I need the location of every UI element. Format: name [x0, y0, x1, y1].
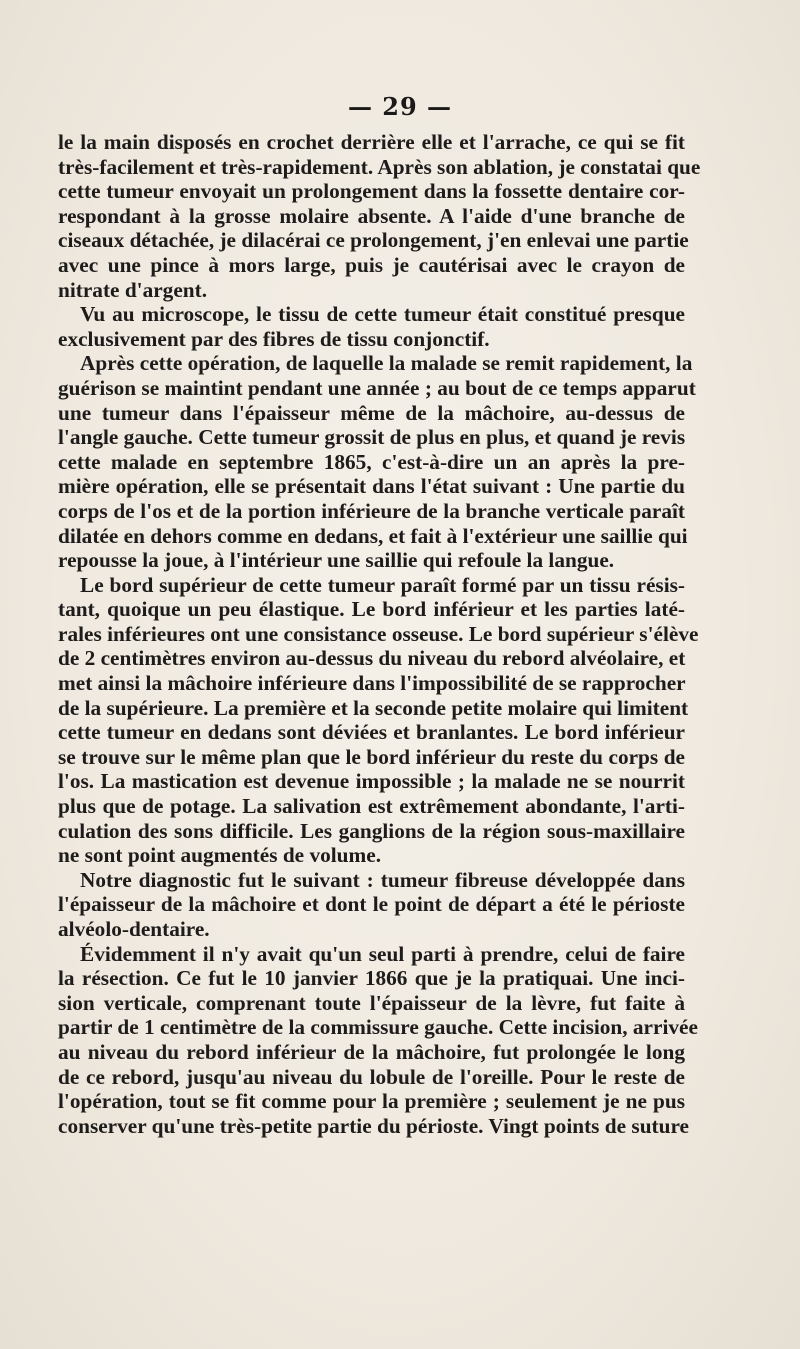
text-line: exclusivement par des fibres de tissu conjonctif.	[58, 326, 490, 351]
text-line: Le bord supérieur de cette tumeur paraît formé par un tissu résis-	[80, 572, 685, 597]
text-line: dilatée en dehors comme en dedans, et fait à l'extérieur une saillie qui	[58, 523, 688, 548]
text-line: mière opération, elle se présentait dans l'état suivant : Une partie du	[58, 474, 685, 499]
text-line: Évidemment il n'y avait qu'un seul parti à prendre, celui de faire	[80, 941, 685, 966]
text-line: nitrate d'argent.	[58, 277, 208, 302]
paragraph	[58, 868, 685, 942]
text-line: le la main disposés en crochet derrière elle et l'arrache, ce qui se fit	[58, 130, 685, 154]
text-line: de ce rebord, jusqu'au niveau du lobule de l'oreille. Pour le reste de	[58, 1064, 685, 1089]
paragraph	[58, 130, 701, 302]
text-line: plus que de potage. La salivation est extrêmement abondante, l'arti-	[58, 794, 685, 819]
paragraph	[58, 351, 696, 573]
paragraph	[58, 572, 699, 868]
text-line: conserver qu'une très-petite partie du périoste. Vingt points de suture	[58, 1113, 689, 1138]
text-line: cette malade en septembre 1865, c'est-à-dire un an après la pre-	[58, 449, 685, 474]
text-line: Notre diagnostic fut le suivant : tumeur fibreuse développée dans	[80, 867, 685, 892]
text-line: Vu au microscope, le tissu de cette tumeur était constitué presque	[80, 302, 685, 327]
text-line: met ainsi la mâchoire inférieure dans l'impossibilité de se rapprocher	[58, 671, 686, 696]
text-line: de la supérieure. La première et la seconde petite molaire qui limitent	[58, 695, 689, 720]
text-line: ciseaux détachée, je dilacérai ce prolongement, j'en enlevai une partie	[58, 228, 689, 253]
text-line: la résection. Ce fut le 10 janvier 1866 que je la pratiquai. Une inci-	[58, 966, 685, 991]
text-line: une tumeur dans l'épaisseur même de la mâchoire, au-dessus de	[58, 400, 685, 425]
text-line: l'épaisseur de la mâchoire et dont le point de départ a été le périoste	[58, 892, 685, 917]
text-line: culation des sons difficile. Les ganglions de la région sous-maxillaire	[58, 818, 685, 843]
text-line: rales inférieures ont une consistance osseuse. Le bord supérieur s'élève	[58, 621, 699, 646]
text-line: avec une pince à mors large, puis je cautérisai avec le crayon de	[58, 252, 685, 277]
text-line: l'angle gauche. Cette tumeur grossit de plus en plus, et quand je revis	[58, 425, 686, 450]
text-line: l'opération, tout se fit comme pour la première ; seulement je ne pus	[58, 1089, 685, 1114]
text-line: se trouve sur le même plan que le bord inférieur du reste du corps de	[58, 744, 685, 769]
text-line: alvéolo-dentaire.	[58, 917, 210, 941]
text-line: très-facilement et très-rapidement. Après son ablation, je constatai que	[58, 154, 701, 179]
text-line: respondant à la grosse molaire absente. A l'aide d'une branche de	[58, 203, 685, 228]
text-line: partir de 1 centimètre de la commissure gauche. Cette incision, arrivée	[58, 1015, 698, 1040]
text-line: Après cette opération, de laquelle la malade se remit rapidement, la	[80, 351, 693, 376]
text-line: guérison se maintint pendant une année ; au bout de ce temps apparut	[58, 375, 696, 400]
paragraph	[58, 302, 685, 351]
text-line: repousse la joue, à l'intérieur une saillie qui refoule la langue.	[58, 548, 615, 573]
body-text	[58, 130, 701, 1138]
text-line: corps de l'os et de la portion inférieure de la branche verticale paraît	[58, 498, 685, 523]
text-line: cette tumeur envoyait un prolongement dans la fossette dentaire cor-	[58, 179, 685, 204]
text-line: l'os. La mastication est devenue impossible ; la malade ne se nourrit	[58, 769, 685, 794]
text-line: cette tumeur en dedans sont déviées et branlantes. Le bord inférieur	[58, 720, 685, 745]
paragraph	[58, 941, 698, 1139]
text-line: de 2 centimètres environ au-dessus du niveau du rebord alvéolaire, et	[58, 646, 686, 671]
page-number: — 29 —	[347, 92, 453, 121]
text-line: tant, quoique un peu élastique. Le bord inférieur et les parties laté-	[58, 597, 685, 622]
text-line: au niveau du rebord inférieur de la mâchoire, fut prolongée le long	[58, 1039, 685, 1064]
text-line: sion verticale, comprenant toute l'épaisseur de la lèvre, fut faite à	[58, 990, 685, 1015]
text-line: ne sont point augmentés de volume.	[58, 843, 382, 868]
